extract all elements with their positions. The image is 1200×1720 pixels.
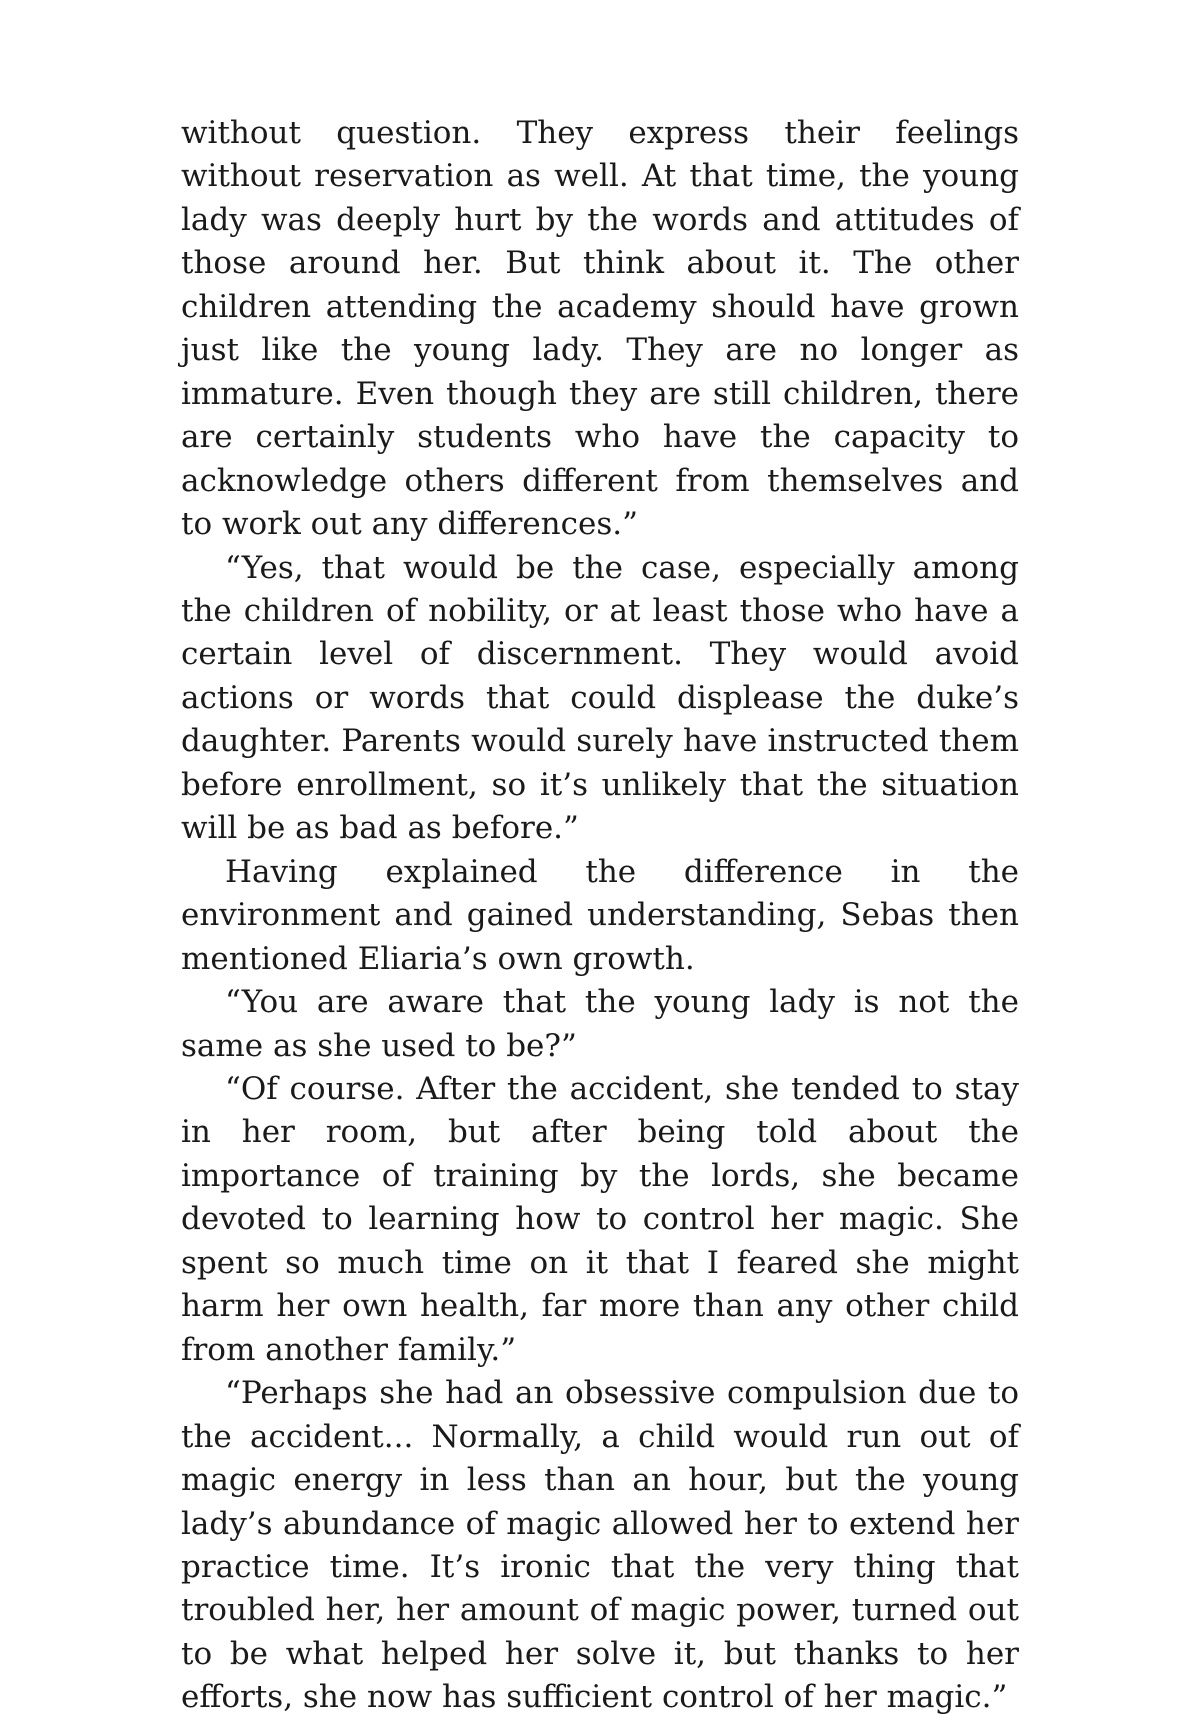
paragraph-continuation: without question. They express their feelings without reservation as well. At that time, the young lady was deeply hurt by the words and attitudes of those around her. But think about it. The other children attending the academy should have grown just like the young lady. They are no longer as immature. Even though they are still children, there are certainly students who have the capacity to acknowledge others different from themselves and to work out any differences.” xyxy=(181,115,1019,543)
paragraph-dialogue-magic: “Perhaps she had an obsessive compulsion due to the accident... Normally, a child would run out of magic energy in less than an hour, but the young lady’s abundance of magic allowed her to extend her practice time. It’s ironic that the very thing that troubled her, her amount of magic power, turned out to be what helped her solve it, but thanks to her efforts, she now has sufficient control of her magic.” xyxy=(181,1375,1019,1716)
paragraph-dialogue-nobility: “Yes, that would be the case, especially among the children of nobility, or at least those who have a certain level of discernment. They would avoid actions or words that could displease the duke’s daughter. Parents would surely have instructed them before enrollment, so it’s unlikely that the situation will be as bad as before.” xyxy=(181,549,1019,847)
paragraph-narration-sebas: Having explained the difference in the environment and gained understanding, Sebas then mentioned Eliaria’s own growth. xyxy=(181,853,1019,977)
paragraph-dialogue-accident: “Of course. After the accident, she tended to stay in her room, but after being told about the importance of training by the lords, she became devoted to learning how to control her magic. She spent so much time on it that I feared she might harm her own health, far more than any other child from another family.” xyxy=(181,1070,1019,1368)
paragraph-dialogue-question: “You are aware that the young lady is not the same as she used to be?” xyxy=(181,984,1019,1064)
body-text xyxy=(181,112,1019,1720)
